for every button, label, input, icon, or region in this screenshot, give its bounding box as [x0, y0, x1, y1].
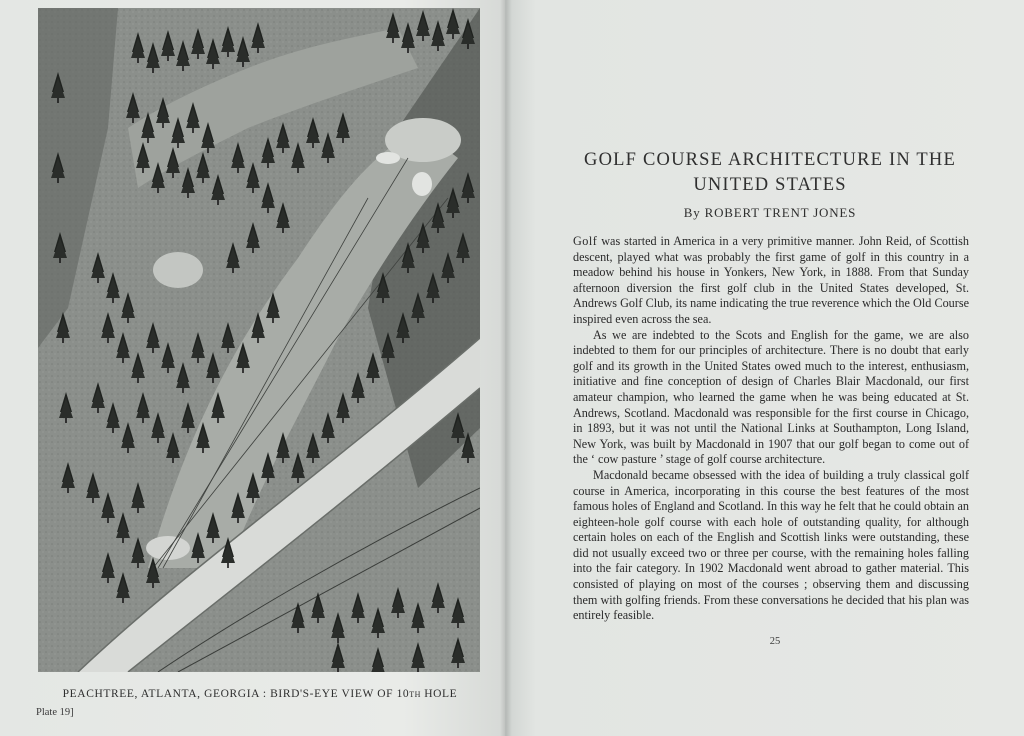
caption-end: HOLE: [420, 688, 458, 700]
title-line-2: UNITED STATES: [693, 175, 847, 195]
article-title: [545, 148, 995, 198]
title-line-1: GOLF COURSE ARCHITECTURE IN THE: [584, 150, 956, 170]
paragraph-2: As we are indebted to the Scots and English for the game, we are also indebted to them for our principles of architecture. There is no doubt that early golf and its growth in the United States owed much to the interest, enthusiasm, initiative and fine conception of design of Charles Blair Macdonald, our first amateur champion, who learned the game when he was being educated at St. Andrews, Scotland. Macdonald was responsible for the first course in Chicago, in 1893, but it was not until the National Links at Southampton, Long Island, New York, was built by Macdonald in 1907 that our golf began to come out of the ‘ cow pasture ’ stage of golf course architecture.: [573, 327, 969, 467]
paragraph-3: Macdonald became obsessed with the idea of building a truly classical golf course in America, incorporating in this course the best features of the most famous holes of England and Scotland. In this way he felt that he could obtain an eighteen-hole golf course with each hole of outstanding quality, for although certain holes on each of the English and Scottish links were outstanding, these did not usually exceed two or three per course, with the remaining holes falling into the fair category. In 1902 Macdonald went abroad to gather material. This consisted of playing on most of the courses ; observing them and discussing them with golfing friends. From these conversations he decided that his plan was entirely feasible.: [573, 467, 969, 623]
caption-main: PEACHTREE, ATLANTA, GEORGIA : BIRD'S-EYE VIEW OF 10: [62, 688, 410, 700]
aerial-golf-hole-illustration: [38, 8, 480, 672]
paragraph-1-text: was started in America in a very primitive manner. John Reid, of Scottish descent, played what was probably the first game of golf in this country in a meadow behind his house in Yonkers, New York, in 1888. From that Sunday afternoon diversion the first golf club in the United States developed, St. Andrews Golf Club, its name indicating the true reverence which the Old Course inspired even across the sea.: [573, 234, 969, 326]
plate-label: Plate 19]: [36, 707, 74, 718]
first-word: Golf: [573, 234, 598, 248]
paragraph-1: [573, 234, 969, 328]
caption-suffix: TH: [409, 690, 421, 699]
plate-caption: [40, 688, 480, 700]
article-body: [573, 234, 969, 624]
author-byline: By ROBERT TRENT JONES: [683, 205, 857, 220]
book-gutter: [500, 0, 512, 736]
page-number: 25: [769, 636, 781, 647]
left-page: [0, 0, 505, 736]
